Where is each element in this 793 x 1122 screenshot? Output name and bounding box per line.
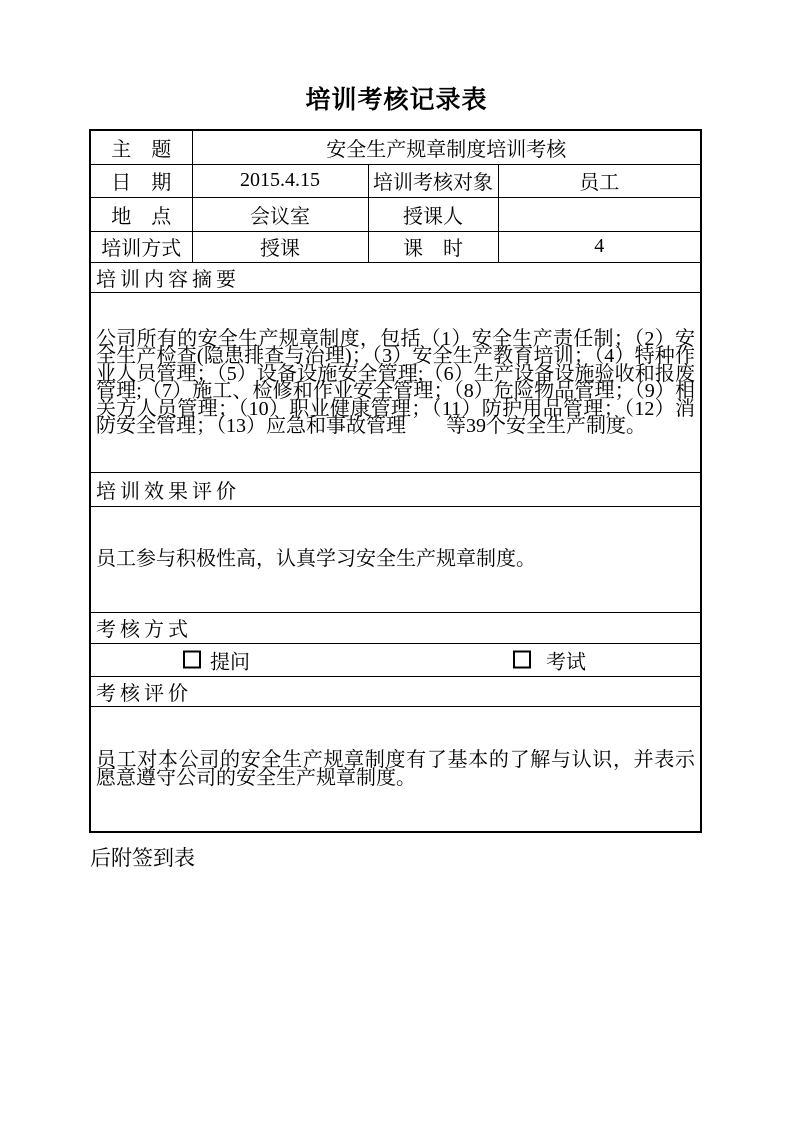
evaluation-header: 考核评价 — [90, 676, 701, 706]
subject-value: 安全生产规章制度培训考核 — [192, 130, 701, 164]
row-evaluation-body — [90, 706, 701, 832]
lecturer-value — [498, 197, 701, 231]
effect-body: 员工参与积极性高，认真学习安全生产规章制度。 — [90, 506, 701, 612]
row-location-lecturer — [90, 197, 701, 231]
row-subject — [90, 130, 701, 164]
location-value: 会议室 — [192, 197, 368, 231]
exam-checkbox[interactable] — [513, 651, 531, 669]
row-effect-header — [90, 472, 701, 506]
target-value: 员工 — [498, 164, 701, 197]
row-date-target — [90, 164, 701, 197]
evaluation-body: 员工对本公司的安全生产规章制度有了基本的了解与认识，并表示愿意遵守公司的安全生产规章制度。 — [90, 706, 701, 832]
subject-label: 主 题 — [90, 130, 192, 164]
training-record-table — [89, 129, 702, 833]
exam-option[interactable] — [513, 645, 586, 674]
question-checkbox[interactable] — [183, 651, 201, 669]
date-value: 2015.4.15 — [192, 164, 368, 197]
assessment-options-cell — [90, 643, 701, 676]
footer-note: 后附签到表 — [90, 846, 195, 870]
location-label: 地 点 — [90, 197, 192, 231]
hours-label: 课 时 — [368, 231, 498, 262]
row-method-hours — [90, 231, 701, 262]
document-title: 培训考核记录表 — [305, 87, 488, 114]
question-checkbox-label: 提问 — [210, 651, 250, 673]
row-summary-body — [90, 292, 701, 472]
question-option[interactable] — [183, 645, 250, 674]
hours-value: 4 — [498, 231, 701, 262]
effect-header: 培训效果评价 — [90, 472, 701, 506]
row-assessment-header — [90, 612, 701, 643]
target-label: 培训考核对象 — [368, 164, 498, 197]
row-effect-body — [90, 506, 701, 612]
lecturer-label: 授课人 — [368, 197, 498, 231]
summary-body: 公司所有的安全生产规章制度，包括（1）安全生产责任制；（2）安全生产检查(隐患排查与治理)；（3）安全生产教育培训；（4）特种作业人员管理；（5）设备设施安全管理;（6）生产设备设施验收和报废管理;（7）施工、检修和作业安全管理；（8）危险物品管理；（9）相关方人员管理；（10）职业健康管理；（11）防护用品管理；（12）消防安全管理；（13）应急和事故管理 等39个安全生产制度。 — [90, 292, 701, 472]
method-value: 授课 — [192, 231, 368, 262]
exam-checkbox-label: 考试 — [546, 651, 586, 673]
assessment-method-header: 考核方式 — [90, 612, 701, 643]
date-label: 日 期 — [90, 164, 192, 197]
row-assessment-options — [90, 643, 701, 676]
row-evaluation-header — [90, 676, 701, 706]
summary-header: 培训内容摘要 — [90, 262, 701, 292]
row-summary-header — [90, 262, 701, 292]
method-label: 培训方式 — [90, 231, 192, 262]
